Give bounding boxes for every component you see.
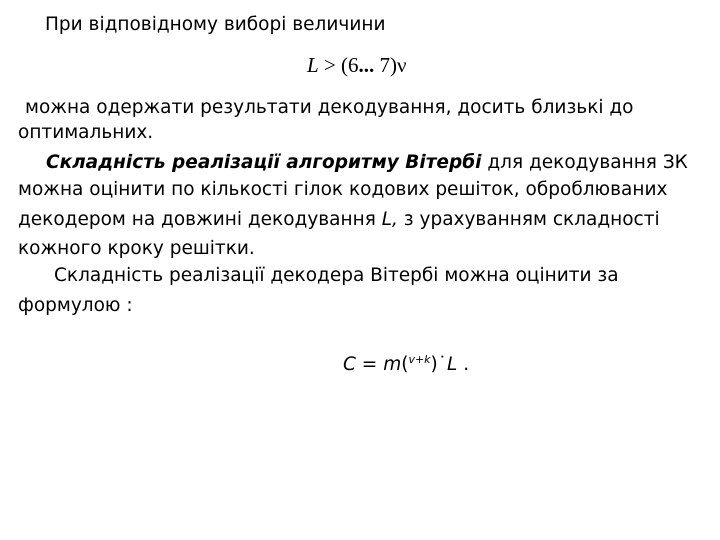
- formula-operator: > (6: [318, 53, 359, 77]
- formula-open-paren: (: [401, 354, 409, 375]
- formula-window-length: [307, 52, 407, 78]
- formula-end: .: [457, 354, 470, 375]
- formula-m-symbol: m: [383, 354, 402, 375]
- para2-line1: [46, 150, 688, 175]
- para2-line2: можна оцінити по кількості гілок кодових решіток, оброблюваних: [18, 179, 668, 200]
- complexity-term: Складність реалізації алгоритму Вітербі: [46, 152, 482, 173]
- formula-c-symbol: C: [343, 354, 356, 375]
- para1-line1: можна одержати результати декодування, досить близькі до: [25, 97, 634, 118]
- formula-dots: ...: [358, 53, 375, 77]
- para2-line3: [18, 207, 660, 232]
- para2-line4: кожного кроку решітки.: [18, 238, 255, 259]
- para2-line3-pre: декодером на довжині декодування: [18, 209, 382, 230]
- para3-line1: Складність реалізації декодера Вітербі можна оцінити за: [54, 265, 619, 286]
- decoding-length-symbol: L,: [381, 209, 398, 230]
- para2-line1-rest: для декодування ЗК: [481, 152, 688, 173]
- formula-equals: =: [355, 354, 384, 375]
- formula-l-symbol: L: [307, 53, 319, 77]
- para1-line2: оптимальних.: [18, 122, 154, 143]
- para3-line2: формулою :: [18, 295, 133, 316]
- formula-tail: 7): [374, 53, 398, 77]
- formula-close-paren: ): [430, 354, 438, 375]
- formula-exponent: v+k: [408, 352, 431, 366]
- formula-dot: ˙: [437, 354, 448, 375]
- formula-l-symbol-2: L: [447, 354, 458, 375]
- formula-complexity: [343, 352, 469, 378]
- formula-nu-symbol: ν: [397, 53, 407, 77]
- para2-line3-post: з урахуванням складності: [397, 209, 660, 230]
- intro-text: При відповідному виборі величини: [45, 14, 386, 35]
